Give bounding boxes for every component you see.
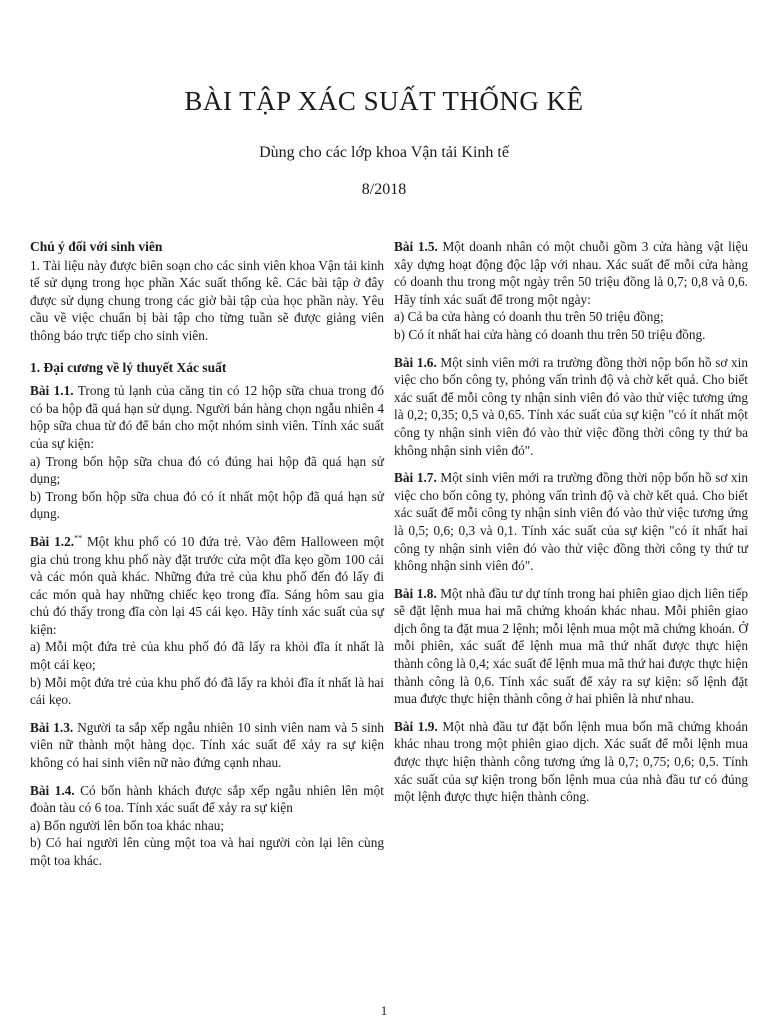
exercise-part-b: b) Mỗi một đứa trẻ của khu phố đó đã lấy ra khỏi đĩa ít nhất là hai cái kẹo. (30, 674, 384, 708)
section-heading: 1. Đại cương về lý thuyết Xác suất (30, 359, 227, 375)
right-column (394, 238, 748, 816)
exercise-part-b: b) Có hai người lên cùng một toa và hai người còn lại lên cùng một toa khác. (30, 835, 384, 868)
exercise-body (30, 782, 384, 817)
difficulty-mark: ** (74, 533, 83, 543)
exercise-text: Trong tủ lạnh của căng tin có 12 hộp sữa chua trong đó có ba hộp đã quá hạn sử dụng. Người bán hàng chọn ngẫu nhiên 4 hộp sữa chua từ đó để bán cho một nhóm sinh viên. Tính xác suất của sự kiện: (30, 383, 384, 451)
exercise-part-b: b) Có ít nhất hai cửa hàng có doanh thu trên 50 triệu đồng. (394, 326, 706, 342)
note-heading: Chú ý đối với sinh viên (30, 239, 163, 254)
exercise-1-3 (30, 719, 384, 772)
student-note (30, 238, 384, 345)
page-number: 1 (380, 1003, 388, 1018)
exercise-text: Có bốn hành khách được sắp xếp ngẫu nhiên lên một đoàn tàu có 6 toa. Tính xác suất để xảy ra sự kiện (30, 782, 384, 816)
exercise-1-5 (394, 238, 748, 344)
exercise-1-8 (394, 585, 748, 708)
document-title: BÀI TẬP XÁC SUẤT THỐNG KÊ (184, 86, 584, 116)
exercise-label: Bài 1.6. (394, 354, 437, 370)
exercise-1-6 (394, 354, 748, 460)
exercise-text: Một khu phố có 10 đứa trẻ. Vào đêm Halloween một gia chủ trong khu phố này đặt trước cửa một đĩa kẹo gồm 100 cái và các món quà khác. Những đứa trẻ của khu phố đến đó lấy đi các món quà hay những chiếc kẹo trong đĩa. Sáng hôm sau gia chủ đó thấy trong đĩa còn lại 45 cái kẹo. Hãy tính xác suất của sự kiện: (30, 533, 385, 637)
exercise-text: Một sinh viên mới ra trường đồng thời nộp bốn hồ sơ xin việc cho bốn công ty, phỏng vấn trình độ và chờ kết quả. Cho biết xác suất để mỗi công ty nhận sinh viên đó vào thử việc tương ứng là 0,5; 0,6; 0,3 và 0,1. Tính xác suất của sự kiện "có ít nhất hai công ty nhận sinh viên đó vào thử việc đồng thời công ty thứ tư không nhận sinh viên đó". (394, 470, 748, 574)
exercise-1-1 (30, 382, 384, 523)
exercise-body (30, 719, 384, 772)
exercise-label: Bài 1.3. (30, 719, 74, 735)
document-date: 8/2018 (361, 181, 407, 198)
exercise-body (394, 238, 748, 308)
exercise-label: Bài 1.7. (394, 470, 437, 486)
exercise-label: Bài 1.9. (394, 718, 438, 734)
exercise-label: Bài 1.4. (30, 782, 75, 798)
exercise-text: Một nhà đầu tư đặt bốn lệnh mua bốn mã chứng khoán khác nhau trong một phiên giao dịch. Xác suất để mỗi lệnh mua được thực hiện thành công tương ứng là 0,7; 0,75; 0,6; 0,5. Tính xác suất của sự kiện trong bốn lệnh mua của nhà đầu tư có đúng một lệnh được thực hiện thành công. (394, 718, 748, 805)
exercise-1-7 (394, 469, 748, 575)
exercise-body (30, 533, 384, 639)
exercise-part-a: a) Mỗi một đứa trẻ của khu phố đó đã lấy ra khỏi đĩa ít nhất là một cái kẹo; (30, 639, 384, 673)
exercise-label: Bài 1.2. (30, 533, 75, 549)
exercise-part-a: a) Trong bốn hộp sữa chua đó có đúng hai hộp đã quá hạn sử dụng; (30, 453, 384, 487)
exercise-label: Bài 1.5. (394, 239, 438, 254)
exercise-part-a: a) Cả ba cửa hàng có doanh thu trên 50 triệu đồng; (394, 309, 664, 325)
exercise-1-4 (30, 782, 384, 870)
exercise-body (394, 718, 748, 806)
exercise-text: Một sinh viên mới ra trường đồng thời nộp bốn hồ sơ xin việc cho bốn công ty, phỏng vấn trình độ và chờ kết quả. Cho biết xác suất để mỗi công ty nhận sinh viên đó vào thử việc tương ứng là 0,2; 0,35; 0,5 và 0,65. Tính xác suất của sự kiện "có ít nhất một công ty nhận sinh viên đó vào thử việc đồng thời công ty thứ ba không nhận sinh viên đó". (394, 354, 748, 458)
exercise-part-a: a) Bốn người lên bốn toa khác nhau; (30, 817, 225, 833)
exercise-body (394, 469, 748, 575)
left-column (30, 238, 384, 880)
document-subtitle: Dùng cho các lớp khoa Vận tải Kinh tế (259, 144, 509, 161)
exercise-1-9 (394, 718, 748, 806)
exercise-1-2 (30, 533, 384, 709)
exercise-part-b: b) Trong bốn hộp sữa chua đó có ít nhất một hộp đã quá hạn sử dụng. (30, 488, 384, 522)
note-text: 1. Tài liệu này được biên soạn cho các sinh viên khoa Vận tải kinh tế sử dụng trong học phần Xác suất thống kê. Các bài tập ở đây được sử dụng chung trong các giờ bài tập của học phần này. Yêu cầu về việc chuẩn bị bài tập cho từng tuần sẽ được giảng viên thông báo trực tiếp cho sinh viên. (30, 257, 384, 343)
exercise-label: Bài 1.8. (394, 585, 437, 601)
exercise-text: Một doanh nhân có một chuỗi gồm 3 cửa hàng vật liệu xây dựng hoạt động độc lập với nhau. Xác suất để mỗi cửa hàng có doanh thu trong một ngày trên 50 triệu đồng là 0,7; 0,8 và 0,6. Hãy tính xác suất để trong một ngày: (394, 239, 749, 307)
exercise-body (394, 585, 748, 708)
exercise-body (30, 382, 384, 452)
exercise-text: Người ta sắp xếp ngẫu nhiên 10 sinh viên nam và 5 sinh viên nữ thành một hàng dọc. Tính xác suất để xảy ra sự kiện không có hai sinh viên nữ nào đứng cạnh nhau. (30, 719, 384, 771)
exercise-text: Một nhà đầu tư dự tính trong hai phiên giao dịch liên tiếp sẽ đặt lệnh mua hai mã chứng khoán khác nhau. Mỗi phiên giao dịch ông ta đặt mua 2 lệnh; mỗi lệnh mua một mã chứng khoán. Ở mỗi phiên, xác suất để lệnh mua mã thứ nhất được thực hiện thành công là 0,4; xác suất để lệnh mua mã thứ hai được thực hiện thành công là 0,6. Tính xác suất để xảy ra sự kiện: số lệnh đặt mua được thực hiện thành công ở hai phiên là như nhau. (394, 585, 749, 707)
exercise-label: Bài 1.1. (30, 383, 74, 399)
exercise-body (394, 354, 748, 460)
